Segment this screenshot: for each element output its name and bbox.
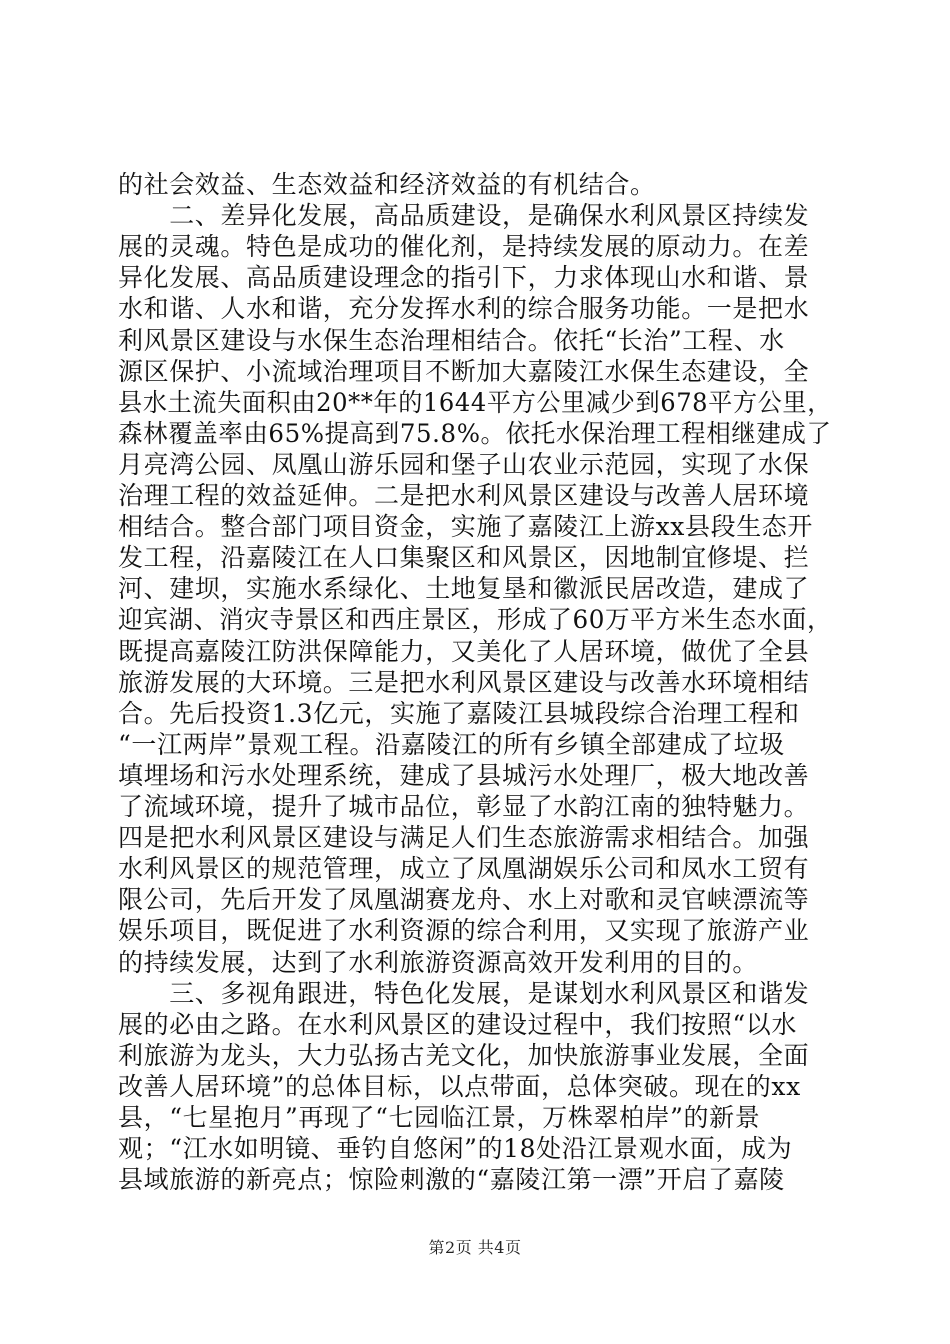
text-line: 迎宾湖、消灾寺景区和西庄景区，形成了60万平方米生态水面， — [118, 605, 833, 635]
text-line: 改善人居环境”的总体目标，以点带面，总体突破。现在的xx — [118, 1071, 801, 1101]
text-line: 异化发展、高品质建设理念的指引下，力求体现山水和谐、景 — [118, 263, 810, 293]
text-line: 四是把水利风景区建设与满足人们生态旅游需求相结合。加强 — [118, 823, 810, 853]
text-line: 县，“七星抱月”再现了“七园临江景，万株翠柏岸”的新景 — [118, 1103, 761, 1132]
page-footer — [0, 1238, 950, 1258]
text-line: 县域旅游的新亮点；惊险刺激的“嘉陵江第一漂”开启了嘉陵 — [118, 1165, 785, 1195]
text-line: 的社会效益、生态效益和经济效益的有机结合。 — [118, 170, 656, 199]
text-line: 利风景区建设与水保生态治理相结合。依托“长治”工程、水 — [118, 325, 785, 355]
text-line: 水利风景区的规范管理，成立了凤凰湖娱乐公司和凤水工贸有 — [118, 854, 810, 884]
text-line: 既提高嘉陵江防洪保障能力，又美化了人居环境，做优了全县 — [118, 636, 810, 666]
text-line: 相结合。整合部门项目资金，实施了嘉陵江上游xx县段生态开 — [118, 512, 814, 542]
text-line: 限公司，先后开发了凤凰湖赛龙舟、水上对歌和灵官峡漂流等 — [118, 885, 810, 915]
text-line: 观；“江水如明镜、垂钓自悠闲”的18处沿江景观水面，成为 — [118, 1134, 793, 1164]
text-line: 源区保护、小流域治理项目不断加大嘉陵江水保生态建设，全 — [118, 356, 810, 386]
text-line: 利旅游为龙头，大力弘扬古羌文化，加快旅游事业发展，全面 — [118, 1040, 810, 1070]
text-line: 了流域环境，提升了城市品位，彰显了水韵江南的独特魅力。 — [118, 792, 810, 821]
text-line: 治理工程的效益延伸。二是把水利风景区建设与改善人居环境 — [118, 481, 810, 510]
text-line: 填埋场和污水处理系统，建成了县城污水处理厂，极大地改善 — [118, 760, 810, 790]
text-line: 合。先后投资1.3亿元，实施了嘉陵江县城段综合治理工程和 — [118, 698, 800, 728]
text-line: “一江两岸”景观工程。沿嘉陵江的所有乡镇全部建成了垃圾 — [118, 729, 785, 759]
text-line: 月亮湾公园、凤凰山游乐园和堡子山农业示范园，实现了水保 — [118, 449, 810, 479]
text-line: 河、建坝，实施水系绿化、土地复垦和徽派民居改造，建成了 — [118, 574, 810, 604]
page-number-label: 第2页 共4页 — [428, 1238, 522, 1257]
text-line: 娱乐项目，既促进了水利资源的综合利用，又实现了旅游产业 — [118, 916, 810, 946]
text-line: 的持续发展，达到了水利旅游资源高效开发利用的目的。 — [118, 947, 759, 977]
text-line: 县水土流失面积由20**年的1644平方公里减少到678平方公里， — [118, 387, 832, 417]
text-line: 展的灵魂。特色是成功的催化剂，是持续发展的原动力。在差 — [118, 232, 810, 262]
text-line: 三、多视角跟进，特色化发展，是谋划水利风景区和谐发 — [118, 978, 810, 1008]
text-line: 旅游发展的大环境。三是把水利风景区建设与改善水环境相结 — [118, 667, 810, 697]
text-line: 水和谐、人水和谐，充分发挥水利的综合服务功能。一是把水 — [118, 294, 810, 324]
text-line: 二、差异化发展，高品质建设，是确保水利风景区持续发 — [118, 201, 810, 231]
text-line: 森林覆盖率由65%提高到75.8%。依托水保治理工程相继建成了 — [118, 418, 832, 448]
text-line: 发工程，沿嘉陵江在人口集聚区和风景区，因地制宜修堤、拦 — [118, 543, 810, 573]
text-line: 展的必由之路。在水利风景区的建设过程中，我们按照“以水 — [118, 1009, 797, 1039]
